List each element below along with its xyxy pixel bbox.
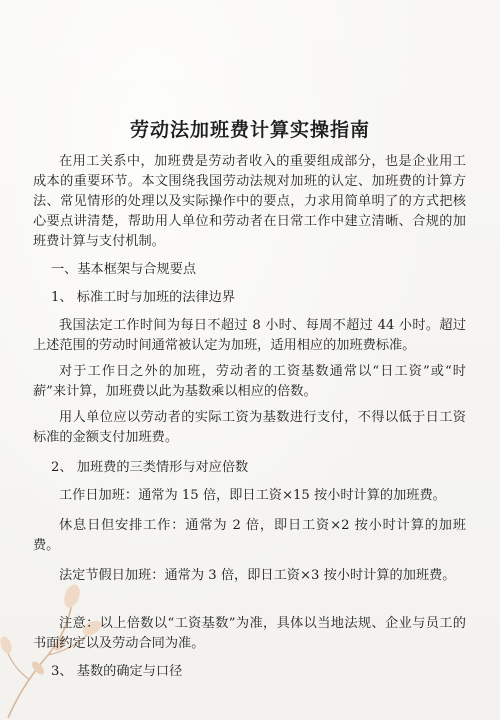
body-paragraph: 注意：以上倍数以“工资基数”为准，具体以当地法规、企业与员工的书面约定以及劳动合同为准。 — [33, 616, 466, 651]
body-paragraph: 我国法定工作时间为每日不超过 8 小时、每周不超过 44 小时。超过上述范围的劳动时间通常被认定为加班，适用相应的加班费标准。 — [33, 318, 466, 353]
body-paragraph: 休息日但安排工作：通常为 2 倍，即日工资×2 按小时计算的加班费。 — [33, 518, 466, 553]
body-paragraph: 法定节假日加班：通常为 3 倍，即日工资×3 按小时计算的加班费。 — [59, 568, 456, 583]
body-paragraph: 工作日加班：通常为 15 倍，即日工资×15 按小时计算的加班费。 — [59, 488, 446, 503]
document-title: 劳动法加班费计算实操指南 — [129, 119, 370, 141]
section-heading: 一、基本框架与合规要点 — [51, 262, 197, 277]
subsection-heading: 3、 基数的确定与口径 — [51, 664, 183, 679]
body-paragraph: 对于工作日之外的加班，劳动者的工资基数通常以“日工资”或“时薪”来计算，加班费以此为基数乘以相应的倍数。 — [33, 364, 466, 399]
subsection-heading: 2、 加班费的三类情形与对应倍数 — [51, 460, 249, 475]
body-paragraph: 用人单位应以劳动者的实际工资为基数进行支付，不得以低于日工资标准的金额支付加班费。 — [33, 410, 466, 445]
subsection-heading: 1、 标准工时与加班的法律边界 — [51, 290, 236, 305]
intro-paragraph: 在用工关系中，加班费是劳动者收入的重要组成部分，也是企业用工成本的重要环节。本文围绕我国劳动法规对加班的认定、加班费的计算方法、常见情形的处理以及实际操作中的要点，力求用简单明了的方式把核心要点讲清楚，帮助用人单位和劳动者在日常工作中建立清晰、合规的加班费计算与支付机制。 — [33, 154, 466, 249]
